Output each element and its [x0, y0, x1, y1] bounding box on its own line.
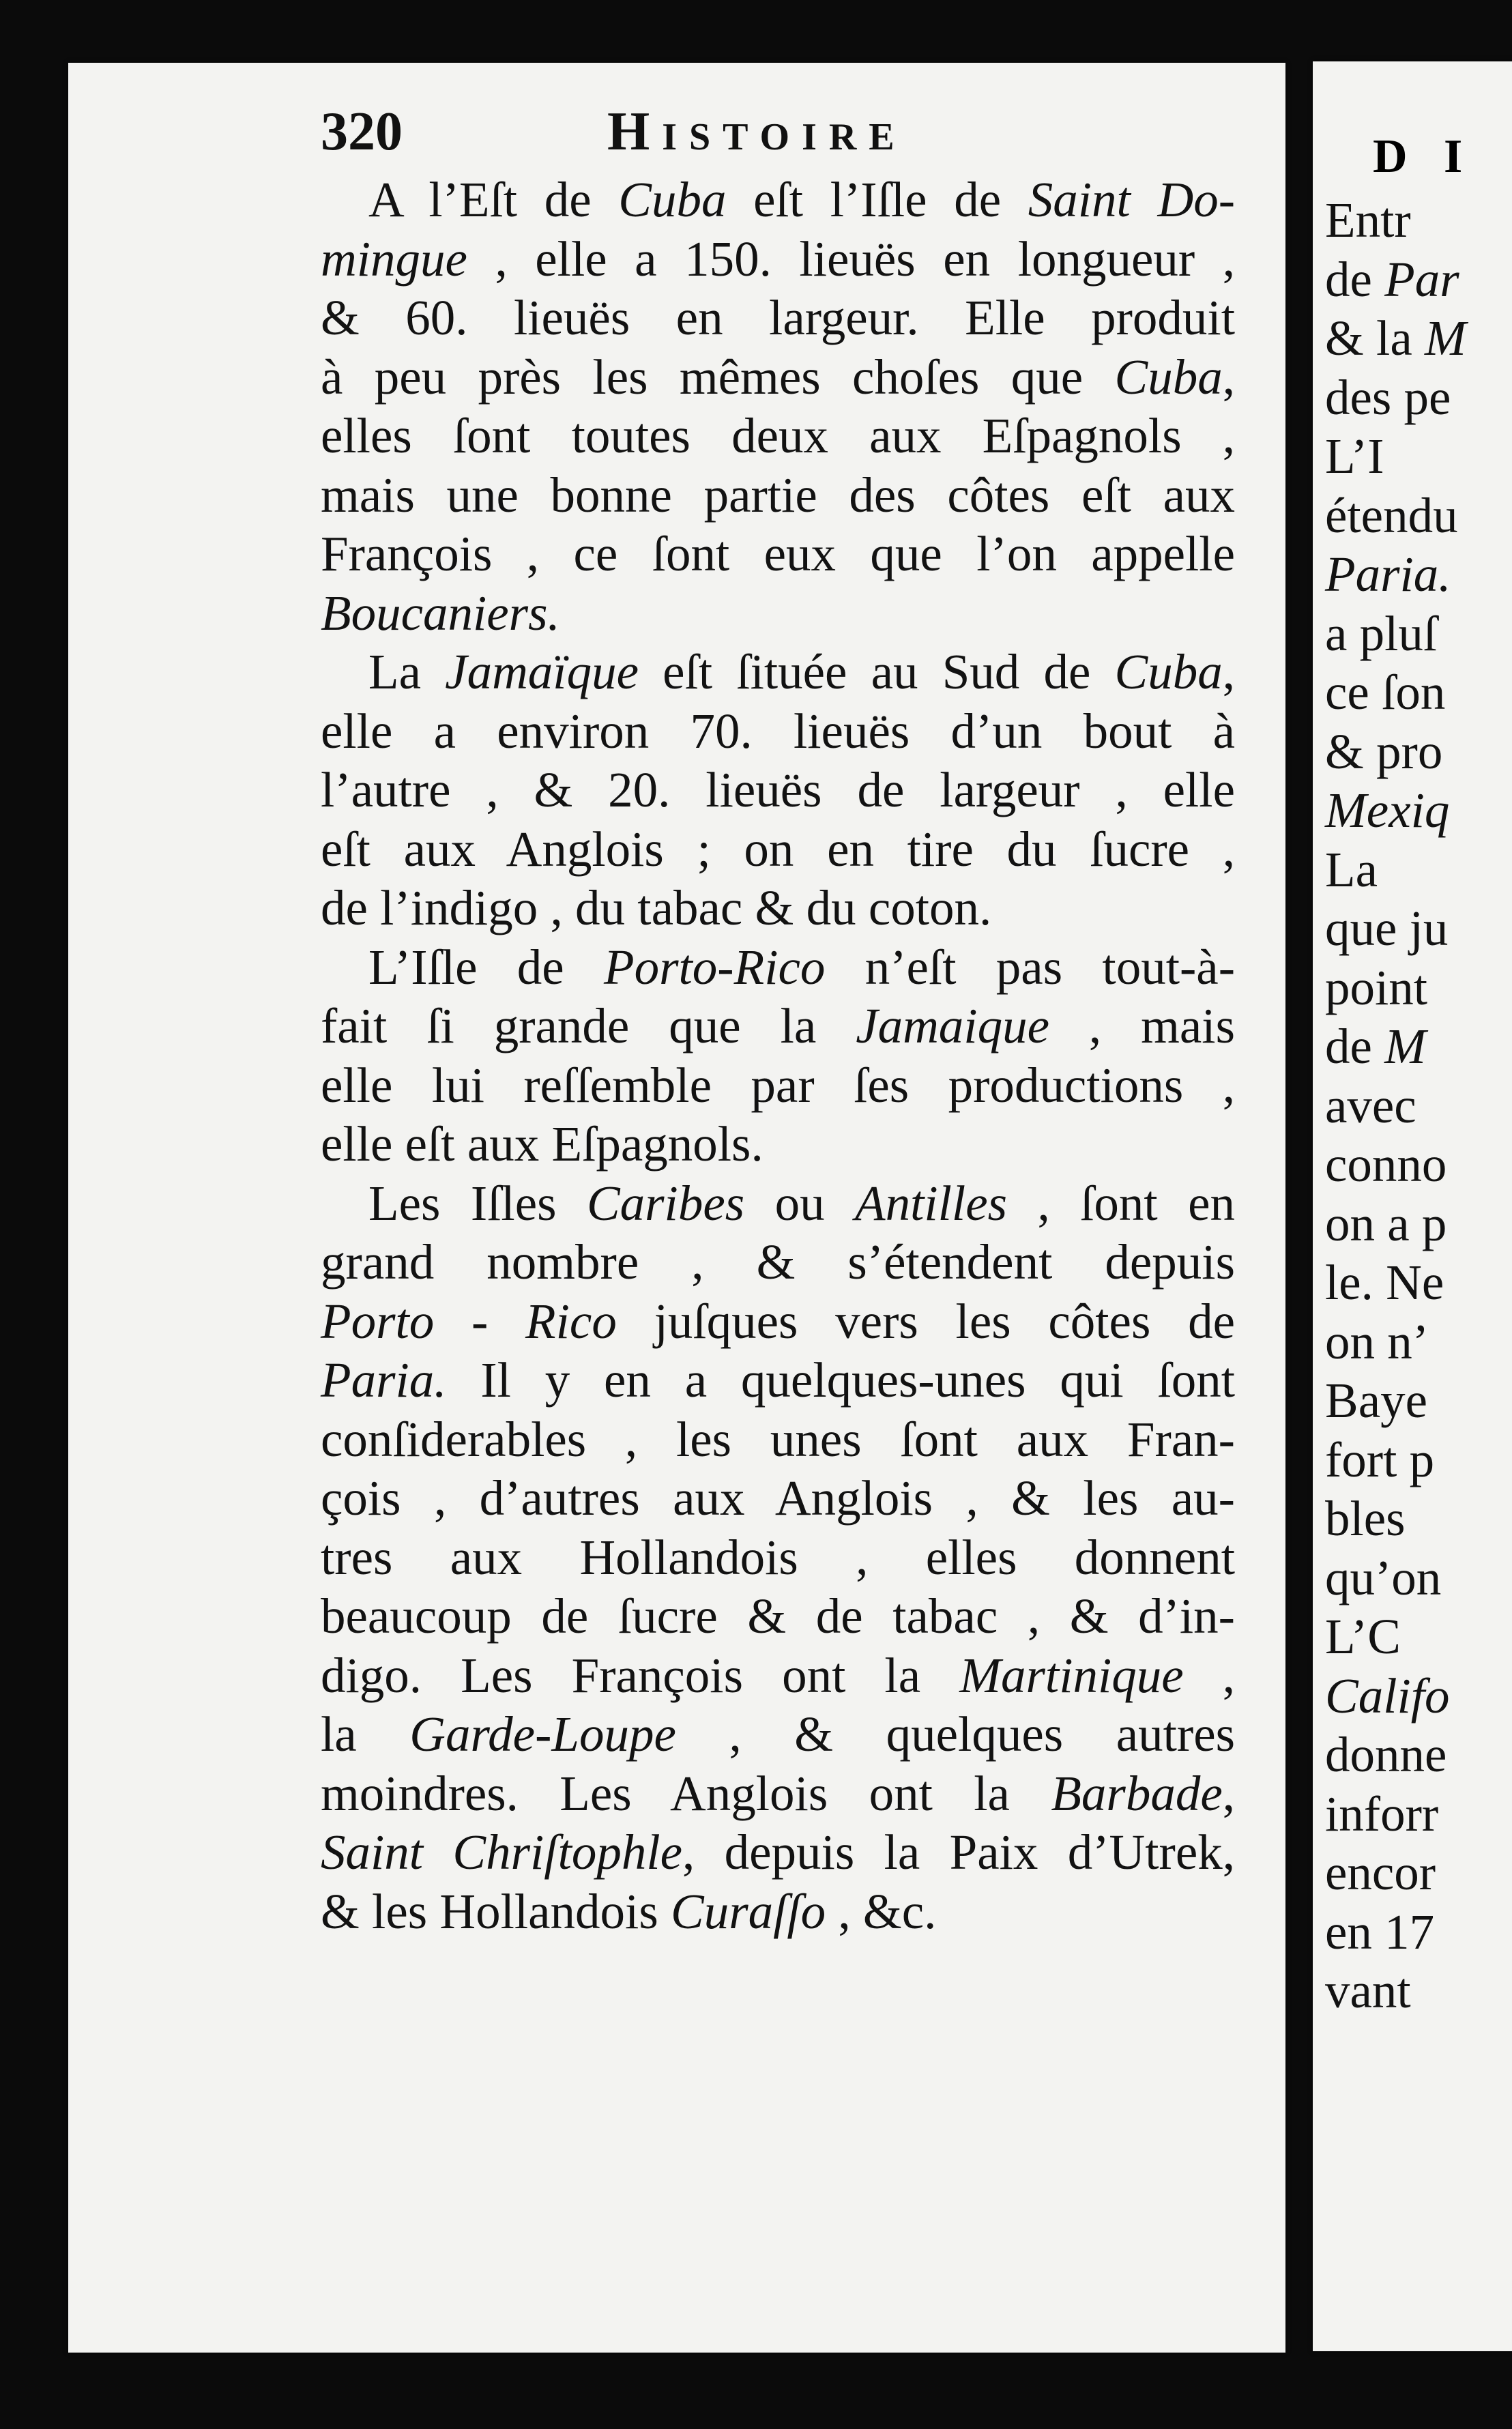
text-line: tres aux Hollandois , elles donnent [321, 1529, 1235, 1585]
text-line-fragment: que ju [1325, 901, 1449, 956]
text-line: Les Iſles Caribes ou Antilles , ſont en [368, 1175, 1235, 1231]
text-line: grand nombre , & s’étendent depuis [321, 1234, 1235, 1290]
right-running-head: D I [1373, 130, 1475, 183]
text-line-fragment: vant [1325, 1963, 1411, 2018]
text-line-fragment: & pro [1325, 723, 1443, 779]
text-line-fragment: étendu [1325, 487, 1458, 543]
text-line-fragment: en 17 [1325, 1904, 1435, 1960]
text-line-fragment: Paria. [1325, 547, 1451, 602]
text-line-fragment: Entr [1325, 192, 1411, 248]
text-line: moindres. Les Anglois ont la Barbade, [321, 1765, 1235, 1821]
text-line-fragment: Mexiq [1325, 783, 1450, 838]
text-line: eſt aux Anglois ; on en tire du ſucre , [321, 821, 1235, 877]
running-head: Histoire [607, 102, 907, 162]
text-line: & 60. lieuës en largeur. Elle produit [321, 290, 1235, 345]
text-line-fragment: de Par [1325, 251, 1459, 307]
text-line-fragment: ce ſon [1325, 665, 1446, 720]
text-line: à peu près les mêmes choſes que Cuba, [321, 349, 1235, 405]
text-line: elle lui reſſemble par ſes productions , [321, 1057, 1235, 1113]
text-line: Boucaniers. [321, 585, 560, 641]
text-line-fragment: donne [1325, 1727, 1447, 1782]
text-line: conſiderables , les unes ſont aux Fran- [321, 1411, 1235, 1467]
text-line: çois , d’autres aux Anglois , & les au- [321, 1470, 1235, 1526]
text-line-fragment: le. Ne [1325, 1255, 1444, 1310]
text-line: Porto - Rico juſques vers les côtes de [321, 1293, 1235, 1349]
text-line-fragment: fort p [1325, 1431, 1435, 1487]
text-line: digo. Les François ont la Martinique , [321, 1647, 1235, 1703]
text-line: La Jamaïque eſt ſituée au Sud de Cuba, [368, 644, 1235, 699]
text-line: L’Iſle de Porto-Rico n’eſt pas tout-à- [368, 939, 1236, 995]
text-line-fragment: L’I [1325, 428, 1384, 484]
text-line-fragment: on a p [1325, 1195, 1447, 1251]
text-line: Paria. Il y en a quelques-unes qui ſont [321, 1352, 1235, 1408]
text-line: elle a environ 70. lieuës d’un bout à [321, 703, 1235, 759]
text-line: François , ce ſont eux que l’on appelle [321, 526, 1235, 581]
right-page [1313, 61, 1512, 2351]
text-line: elles ſont toutes deux aux Eſpagnols , [321, 408, 1235, 463]
page-number: 320 [321, 102, 403, 162]
text-line-fragment: & la M [1325, 310, 1466, 366]
text-line: & les Hollandois Curaſſo , &c. [321, 1883, 937, 1939]
text-line-fragment: Califo [1325, 1668, 1450, 1723]
text-line-fragment: point [1325, 959, 1428, 1015]
text-line-fragment: on n’ [1325, 1313, 1429, 1369]
right-page-text [1325, 191, 1512, 2021]
text-line: la Garde-Loupe , & quelques autres [321, 1706, 1236, 1762]
text-line: l’autre , & 20. lieuës de largeur , elle [321, 762, 1235, 817]
text-line-fragment: conno [1325, 1137, 1447, 1192]
text-line: Saint Chriſtophle, depuis la Paix d’Utrek, [321, 1824, 1235, 1880]
text-line: mais une bonne partie des côtes eſt aux [321, 467, 1235, 523]
text-line: fait ſi grande que la Jamaique , mais [321, 998, 1235, 1053]
text-line: beaucoup de ſucre & de tabac , & d’in- [321, 1588, 1235, 1644]
text-line-fragment: encor [1325, 1845, 1436, 1900]
text-line: de l’indigo , du tabac & du coton. [321, 880, 992, 935]
text-line-fragment: Baye [1325, 1373, 1427, 1428]
text-line-fragment: bles [1325, 1491, 1406, 1546]
page-header [321, 101, 1310, 162]
text-line: elle eſt aux Eſpagnols. [321, 1116, 764, 1172]
left-page-text [321, 171, 1235, 1941]
text-line-fragment: inforr [1325, 1786, 1439, 1842]
text-line-fragment: La [1325, 841, 1378, 897]
text-line-fragment: de M [1325, 1019, 1426, 1074]
text-line: mingue , elle a 150. lieuës en longueur , [321, 231, 1235, 287]
text-line-fragment: a pluſ [1325, 605, 1438, 661]
text-line-fragment: qu’on [1325, 1550, 1442, 1605]
text-line-fragment: L’C [1325, 1609, 1401, 1664]
text-line-fragment: des pe [1325, 369, 1451, 425]
text-line-fragment: avec [1325, 1077, 1416, 1133]
text-line: A l’Eſt de Cuba eſt l’Iſle de Saint Do- [368, 172, 1235, 227]
